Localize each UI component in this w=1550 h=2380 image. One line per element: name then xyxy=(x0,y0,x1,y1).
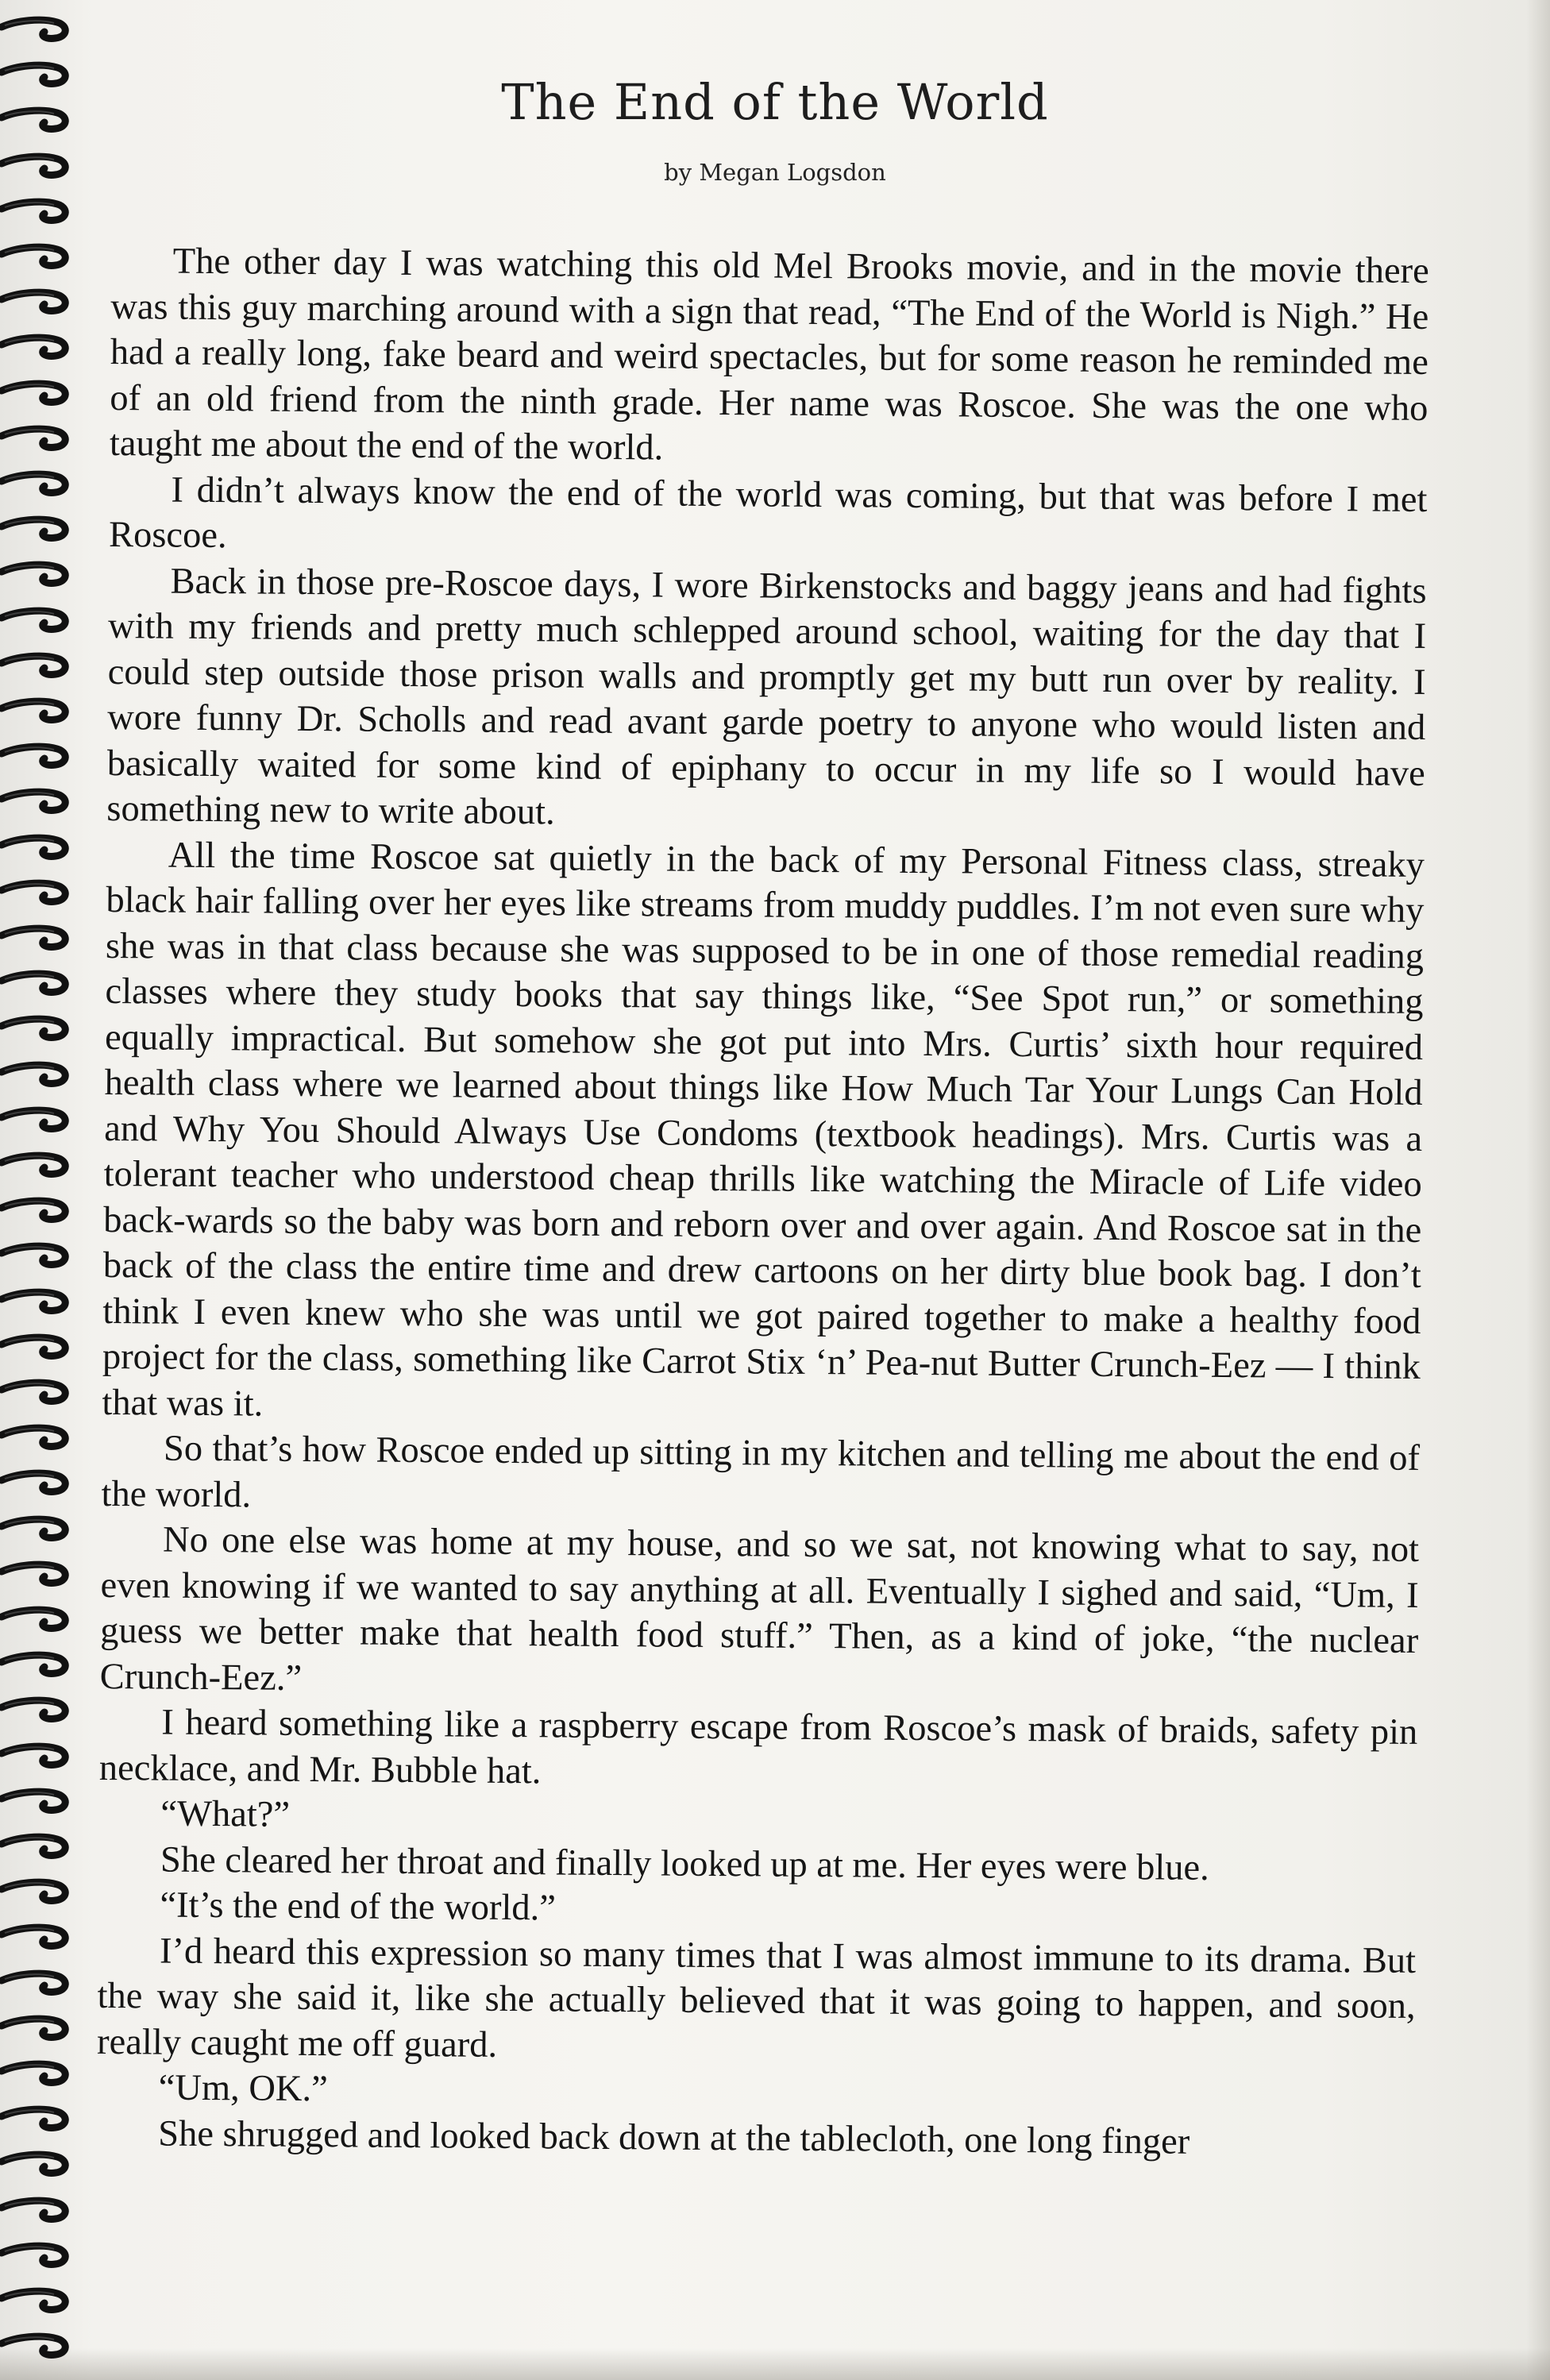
binding-coil-icon xyxy=(0,16,70,40)
binding-coil-icon xyxy=(0,2105,70,2129)
story-body xyxy=(96,238,1429,2166)
binding-coil-icon xyxy=(0,1878,70,1902)
binding-coil-icon xyxy=(0,1515,70,1539)
binding-coil-icon xyxy=(0,1242,70,1266)
binding-coil-icon xyxy=(0,834,70,858)
binding-coil-icon xyxy=(0,1061,70,1085)
binding-coil-icon xyxy=(0,515,70,539)
binding-coil-icon xyxy=(0,1106,70,1130)
binding-coil-icon xyxy=(0,380,70,403)
binding-coil-icon xyxy=(0,243,70,267)
page-bottom-shadow xyxy=(0,2348,1550,2380)
binding-coil-icon xyxy=(0,2060,70,2084)
dialog-line: “What?” xyxy=(160,1793,291,1835)
binding-coil-icon xyxy=(0,924,70,948)
binding-coil-icon xyxy=(0,652,70,676)
binding-coil-icon xyxy=(0,2197,70,2220)
binding-coil-icon xyxy=(0,879,70,903)
binding-coil-icon xyxy=(0,607,70,631)
binding-coil-icon xyxy=(0,288,70,312)
binding-coil-icon xyxy=(0,2287,70,2311)
binding-coil-icon xyxy=(0,334,70,357)
binding-coil-icon xyxy=(0,1742,70,1766)
paragraph: So that’s how Roscoe ended up sitting in my kitchen and telling me about the end of the world. xyxy=(101,1428,1421,1515)
binding-coil-icon xyxy=(0,470,70,494)
binding-coil-icon xyxy=(0,1333,70,1357)
binding-coil-icon xyxy=(0,2150,70,2174)
binding-coil-icon xyxy=(0,425,70,449)
binding-coil-icon xyxy=(0,743,70,766)
binding-coil-icon xyxy=(0,970,70,993)
paragraph: I’d heard this expression so many times that I was almost immune to its drama. But the way she said it, like she actually believed that it was going to happen, and soon, really caught me off guard. xyxy=(96,1931,1417,2066)
story-title: The End of the World xyxy=(501,73,1049,131)
binding-coil-icon xyxy=(0,1651,70,1675)
binding-coil-icon xyxy=(0,1923,70,1947)
paragraph: I heard something like a raspberry escape from Roscoe’s mask of braids, safety pin necklace, and Mr. Bubble hat. xyxy=(98,1702,1418,1792)
binding-coil-icon xyxy=(0,1833,70,1857)
story-byline: by Megan Logsdon xyxy=(664,159,886,186)
binding-coil-icon xyxy=(0,561,70,584)
binding-coil-icon xyxy=(0,2015,70,2039)
dialog-line: “Um, OK.” xyxy=(158,2067,328,2110)
binding-coil-icon xyxy=(0,788,70,812)
binding-coil-icon xyxy=(0,1788,70,1811)
binding-coil-icon xyxy=(0,1560,70,1584)
paragraph: She cleared her throat and finally looked up at me. Her eyes were blue. xyxy=(160,1839,1209,1888)
binding-coil-icon xyxy=(0,2332,70,2356)
binding-coil-icon xyxy=(0,1969,70,1993)
paragraph: No one else was home at my house, and so we sat, not knowing what to say, not even knowing if we wanted to say anything at all. Eventually I sighed and said, “Um, I guess we better make that health food stuff.” Then, as a kind of joke, “the nuclear Crunch-Eez.” xyxy=(99,1519,1420,1699)
binding-coil-icon xyxy=(0,1469,70,1493)
paragraph: She shrugged and looked back down at the tablecloth, one long finger xyxy=(158,2113,1190,2162)
binding-coil-icon xyxy=(0,1606,70,1630)
binding-coil-icon xyxy=(0,1015,70,1039)
binding-coil-icon xyxy=(0,1424,70,1448)
binding-coil-icon xyxy=(0,1379,70,1402)
paragraph: Back in those pre-Roscoe days, I wore Birkenstocks and baggy jeans and had fights with my friends and pretty much schlepped around school, waiting for the day that I could step outside those prison walls and promptly get my butt run over by reality. I wore funny Dr. Scholls and read avant garde poetry to anyone who would listen and basically waited for some kind of epiphany to occur in my life so I would have something new to write about. xyxy=(106,561,1427,833)
binding-coil-icon xyxy=(0,1696,70,1720)
paragraph: All the time Roscoe sat quietly in the back of my Personal Fitness class, streaky black hair falling over her eyes like streams from muddy puddles. I’m not even sure why she was in that class because she was supposed to be in one of those remedial reading classes where they study books that say things like, “See Spot run,” or something equally impractical. But somehow she got put into Mrs. Curtis’ sixth hour required health class where we learned about things like How Much Tar Your Lungs Can Hold and Why You Should Always Use Condoms (textbook headings). Mrs. Curtis was a tolerant teacher who understood cheap thrills like watching the Miracle of Life video back-wards so the baby was born and reborn over and over again. And Roscoe sat in the back of the class the entire time and drew cartoons on her dirty blue book bag. I don’t think I even knew who she was until we got paired together to make a healthy food project for the class, something like Carrot Stix ‘n’ Pea-nut Butter Crunch-Eez — I think that was it. xyxy=(102,835,1425,1425)
binding-coil-icon xyxy=(0,1151,70,1175)
binding-coil-icon xyxy=(0,1197,70,1221)
spiral-binding xyxy=(0,16,87,2366)
dialog-line: “It’s the end of the world.” xyxy=(160,1884,557,1929)
paragraph: The other day I was watching this old Mel Brooks movie, and in the movie there was this guy marching around with a sign that read, “The End of the World is Nigh.” He had a really long, fake beard and weird spectacles, but for some reason he reminded me of an old friend from the ninth grade. Her name was Roscoe. She was the one who taught me about the end of the world. xyxy=(109,241,1429,469)
binding-coil-icon xyxy=(0,1288,70,1312)
binding-coil-icon xyxy=(0,198,70,222)
binding-coil-icon xyxy=(0,697,70,721)
binding-coil-icon xyxy=(0,2242,70,2266)
page-edge-shadow xyxy=(1526,0,1550,2380)
paragraph: I didn’t always know the end of the world was coming, but that was before I met Roscoe. xyxy=(108,469,1428,557)
